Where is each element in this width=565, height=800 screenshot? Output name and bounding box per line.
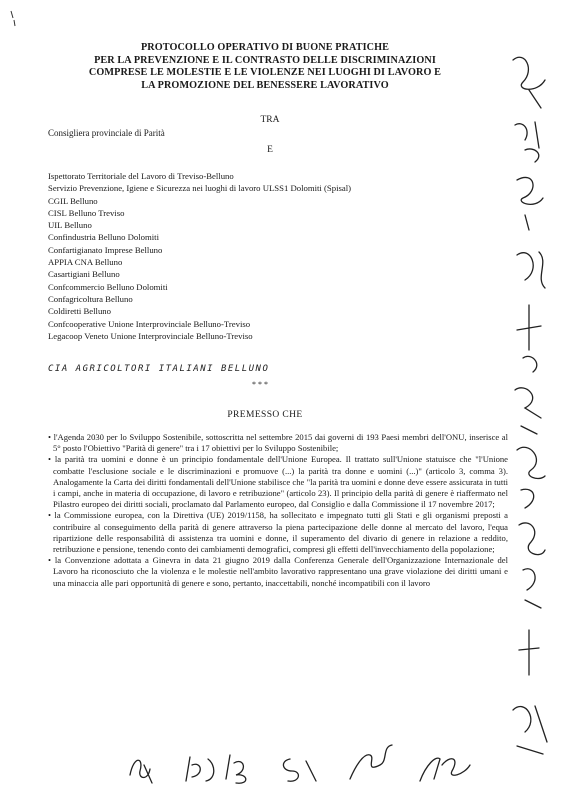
party-item: Confagricoltura Belluno	[48, 293, 133, 304]
party-item: Coldiretti Belluno	[48, 306, 111, 317]
party-item: Legacoop Veneto Unione Interprovinciale Belluno-Treviso	[48, 330, 253, 341]
premesso-body	[48, 432, 508, 589]
initials-mark	[226, 755, 246, 783]
title-line: LA PROMOZIONE DEL BENESSERE LAVORATIVO	[141, 79, 389, 91]
initials-mark	[283, 759, 316, 781]
e-heading: E	[267, 145, 273, 155]
premise-paragraph: • la Commissione europea, con la Direttiva (UE) 2019/1158, ha sollecitato e impegnato tutti gli Stati e gli organismi preposti a contribuire al conseguimento della parità di genere attraverso la piena partecipazione delle donne al mercato del lavoro, l'equa ripartizione delle responsabilità di assistenza tra uomini e donne, il superamento del divario di genere in relazione a reddito, retribuzione e pensione, tenendo conto dei cambiamenti demografici, compresi gli effetti dell'invecchiamento della popolazione;	[48, 510, 508, 555]
party-item: Casartigiani Belluno	[48, 269, 120, 280]
party-item: CISL Belluno Treviso	[48, 207, 125, 218]
party-item: Confartigianato Imprese Belluno	[48, 244, 163, 255]
first-party: Consigliera provinciale di Parità	[48, 128, 165, 138]
parties-list	[48, 170, 351, 342]
party-item: Confcommercio Belluno Dolomiti	[48, 281, 168, 292]
premise-paragraph: • la Convenzione adottata a Ginevra in data 21 giugno 2019 dalla Conferenza Generale dell'Organizzazione Internazionale del Lavoro ha riconosciuto che la violenza e le molestie nell'ambito lavorativo rappresentano una grave violazione dei diritti umani e una minaccia alle pari opportunità di genere e sono, pertanto, inaccettabili, nonché incompatibili con il lavoro	[48, 555, 508, 588]
premesso-heading: PREMESSO CHE	[227, 410, 303, 420]
party-item: Servizio Prevenzione, Igiene e Sicurezza nei luoghi di lavoro ULSS1 Dolomiti (Spisal)	[48, 183, 352, 194]
premise-paragraph: • l'Agenda 2030 per lo Sviluppo Sostenibile, sottoscritta nel settembre 2015 dai governi di 193 Paesi membri dell'ONU, inserisce al 5° posto l'Obiettivo "Parità di genere" tra i 17 obiettivi per lo Sviluppo Sostenibile;	[48, 432, 508, 454]
party-item: UIL Belluno	[48, 220, 92, 231]
signature-mark	[519, 523, 545, 608]
signature-mark	[517, 252, 545, 288]
initials-mark	[350, 745, 392, 779]
margin-signatures	[495, 30, 565, 790]
signature-mark	[517, 447, 545, 508]
party-item: Confcooperative Unione Interprovinciale Belluno-Treviso	[48, 318, 251, 329]
signature-mark	[513, 706, 547, 754]
initials-mark	[186, 757, 214, 781]
party-item: Ispettorato Territoriale del Lavoro di Treviso-Belluno	[48, 171, 234, 181]
separator: * * *	[252, 380, 268, 389]
signature-mark	[515, 388, 541, 434]
title-line: COMPRESE LE MOLESTIE E LE VIOLENZE NEI LUOGHI DI LAVORO E	[88, 67, 442, 78]
document-title	[40, 42, 490, 92]
signature-mark	[515, 122, 539, 162]
party-item: Confindustria Belluno Dolomiti	[48, 232, 160, 243]
party-item: CGIL Belluno	[48, 195, 98, 206]
initials-mark	[420, 758, 470, 781]
tra-heading: TRA	[260, 115, 280, 125]
party-item: APPIA CNA Belluno	[48, 257, 123, 268]
title-line: PROTOCOLLO OPERATIVO DI BUONE PRATICHE	[140, 42, 390, 53]
signature-mark	[517, 305, 541, 372]
title-line: PER LA PREVENZIONE E IL CONTRASTO DELLE DISCRIMINAZIONI	[94, 54, 436, 66]
corner-pen-mark	[8, 8, 22, 30]
initials-mark	[130, 760, 152, 783]
bottom-initials	[120, 735, 500, 790]
handwritten-party: CIA AGRICOLTORI ITALIANI BELLUNO	[48, 364, 270, 374]
premise-paragraph: • la parità tra uomini e donne è un principio fondamentale dell'Unione Europea. Il trattato sull'Unione statuisce che "l'Unione combatte l'esclusione sociale e le discriminazioni e promuove (...) la parità tra donne e uomini (...)" (articolo 3, comma 3). Analogamente la Carta dei diritti fondamentali dell'Unione stabilisce che "la parità tra uomini e donne deve essere assicurata in tutti i campi, anche in materia di occupazione, di lavoro e retribuzione" (articolo 23). Il principio della parità di genere è riaffermato nel Pilastro europeo dei diritti sociali, proclamato dal Parlamento europeo, dal Consiglio e dalla Commissione il 17 novembre 2017;	[48, 454, 508, 510]
signature-mark	[517, 177, 543, 230]
signature-mark	[519, 630, 539, 675]
signature-mark	[513, 57, 545, 108]
